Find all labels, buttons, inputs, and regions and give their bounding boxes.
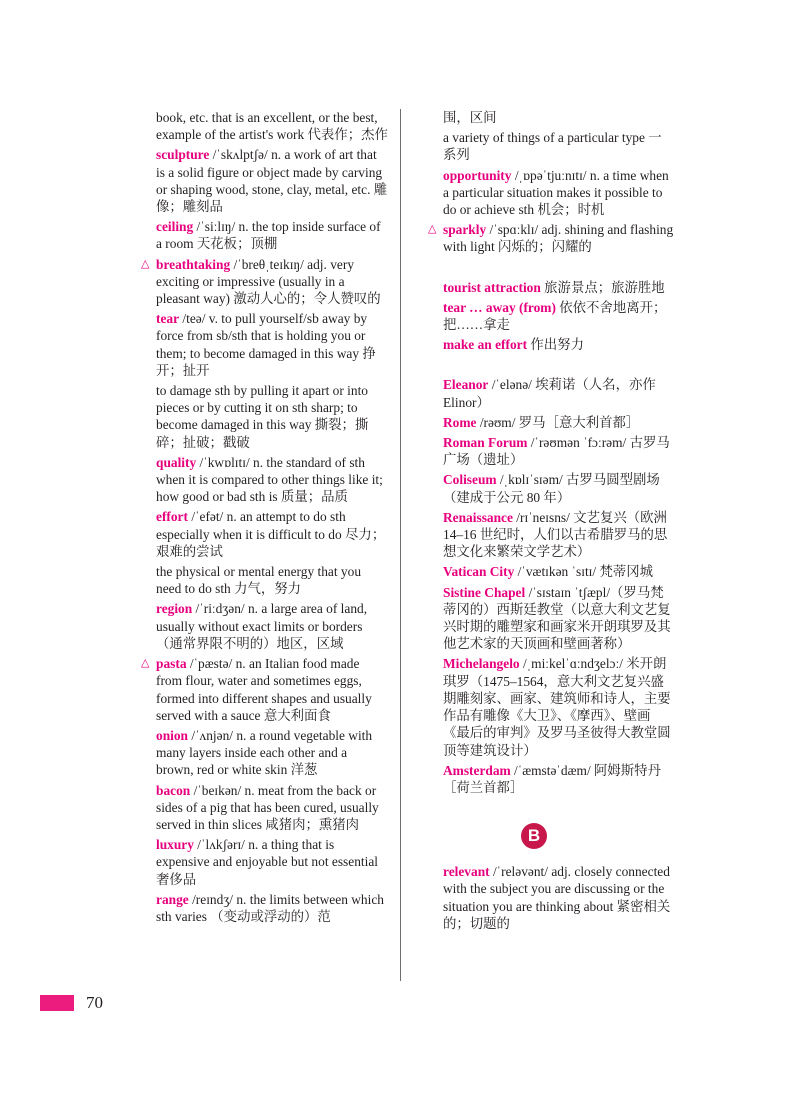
definition-text: /ˈpæstə/ n. an Italian food made from flour, water and sometimes eggs, formed into different shapes and usually served with a sauce 意大利面食 [156, 656, 372, 723]
glossary-entry [443, 167, 675, 219]
definition-text: /reɪndʒ/ n. the limits between which sth varies （变动或浮动的）范 [156, 891, 384, 924]
glossary-entry [156, 727, 388, 779]
definition-text: book, etc. that is an excellent, or the best, example of the artist's work 代表作；杰作 [156, 110, 388, 143]
definition-text: 旅游景点；旅游胜地 [540, 279, 665, 295]
definition-text: 作出努力 [527, 337, 584, 353]
definition-text: 依依不舍地离开；把……拿走 [443, 299, 667, 333]
headword: Amsterdam [443, 762, 511, 778]
definition-text: the physical or mental energy that you need to do sth 力气，努力 [156, 564, 362, 597]
headword: Michelangelo [443, 656, 520, 672]
definition-text: /ˈbreθˌteɪkɪŋ/ adj. very exciting or impressive (usually in a pleasant way) 激动人心的；令人赞叹的 [156, 256, 381, 307]
glossary-entry [443, 471, 675, 505]
glossary-entry [156, 382, 388, 451]
headword: Eleanor [443, 377, 489, 393]
glossary-entry [443, 129, 675, 163]
definition-text: /ˈrəʊmən ˈfɔːrəm/ 古罗马广场（遗址） [443, 435, 670, 468]
glossary-entry [443, 434, 675, 468]
glossary-entry [443, 655, 675, 758]
headword: ceiling [156, 219, 194, 235]
definition-text: /ˈsiːlɪŋ/ n. the top inside surface of a room 天花板；顶棚 [156, 219, 381, 252]
glossary-entry [443, 109, 675, 126]
definition-text: to damage sth by pulling it apart or into pieces or by cutting it on sth sharp; to become damaged in this way 撕裂；撕碎；扯破；戳破 [156, 383, 369, 450]
definition-text: /ˌɒpəˈtjuːnɪtɪ/ n. a time when a particular situation makes it possible to do or achieve sth 机会；时机 [443, 167, 669, 218]
definition-text: /ˈspɑːklɪ/ adj. shining and flashing with light 闪烁的；闪耀的 [443, 222, 674, 255]
definition-text: /ˈʌnjən/ n. a round vegetable with many layers inside each other and a brown, red or white skin 洋葱 [156, 727, 373, 778]
headword: Coliseum [443, 472, 497, 488]
headword: tear [156, 311, 180, 327]
glossary-entry [156, 310, 388, 379]
column-divider [400, 109, 401, 981]
headword: relevant [443, 864, 490, 880]
right-column [428, 109, 675, 935]
spacer [443, 259, 675, 279]
glossary-entry [443, 376, 675, 410]
section-badge-row [443, 799, 675, 863]
triangle-marker-icon: △ [141, 657, 150, 670]
right-group-1 [428, 109, 675, 256]
right-group-2 [443, 279, 675, 354]
headword: pasta [156, 656, 187, 672]
headword: make an effort [443, 337, 528, 353]
page-number-bar [40, 995, 74, 1011]
headword: bacon [156, 782, 191, 798]
left-column [141, 109, 388, 928]
definition-text: /teə/ v. to pull yourself/sb away by force from sb/sth that is holding you or them; to become damaged in this way 挣开；扯开 [156, 311, 376, 378]
glossary-entry [141, 655, 388, 724]
definition-text: a variety of things of a particular type 一系列 [443, 130, 662, 163]
definition-text: /ˌmiːkelˈɑːndʒelɔː/ 米开朗琪罗（1475–1564，意大利文艺复兴盛期雕刻家、画家、建筑师和诗人，主要作品有雕像《大卫》、《摩西》、壁画《最后的审判》及罗马圣彼得大教堂圆顶等建筑设计） [443, 656, 671, 758]
headword: Sistine Chapel [443, 584, 526, 600]
glossary-entry [156, 563, 388, 597]
page-number: 70 [86, 993, 103, 1012]
definition-text: /ˈriːdʒən/ n. a large area of land, usually without exact limits or borders （通常界限不明的）地区，区域 [156, 601, 368, 651]
headword: tear … away (from) [443, 299, 556, 315]
glossary-entry [443, 279, 675, 296]
definition-text: /rəʊm/ 罗马［意大利首都］ [476, 414, 640, 430]
headword: Roman Forum [443, 435, 528, 451]
headword: tourist attraction [443, 279, 541, 295]
glossary-entry [156, 218, 388, 252]
section-badge: B [521, 823, 547, 849]
definition-text: /ˈelənə/ 埃莉诺（人名，亦作 Elinor） [443, 377, 656, 410]
headword: sparkly [443, 222, 487, 238]
headword: luxury [156, 837, 194, 853]
glossary-entry [156, 600, 388, 652]
glossary-entry [141, 256, 388, 308]
glossary-entry [443, 509, 675, 561]
glossary-entry [443, 584, 675, 653]
headword: onion [156, 727, 189, 743]
definition-text: /ˈlʌkʃərɪ/ n. a thing that is expensive and enjoyable but not essential 奢侈品 [156, 837, 378, 887]
definition-text: /ˈskʌlptʃə/ n. a work of art that is a solid figure or object made by carving or shaping wood, stone, clay, metal, etc. 雕像；雕刻品 [156, 147, 388, 215]
definition-text: /ˈsɪstaɪn ˈtʃæpl/（罗马梵蒂冈的）西斯廷教堂（以意大利文艺复兴时期的雕塑家和画家米开朗琪罗及其他艺术家的天顶画和壁画著称） [443, 584, 671, 652]
definition-text: /ˈkwɒlɪtɪ/ n. the standard of sth when it is compared to other things like it; how good or bad sth is 质量；品质 [156, 454, 383, 505]
definition-text: 围，区间 [443, 110, 497, 125]
right-group-3 [443, 376, 675, 796]
headword: region [156, 601, 193, 617]
triangle-marker-icon: △ [141, 257, 150, 270]
headword: quality [156, 454, 197, 470]
headword: Vatican City [443, 564, 515, 580]
glossary-entry [156, 508, 388, 560]
glossary-entry [443, 336, 675, 353]
definition-text: /ˈbeɪkən/ n. meat from the back or sides of a pig that has been cured, usually served in thin slices 咸猪肉；熏猪肉 [156, 782, 379, 832]
definition-text: /ˈvætɪkən ˈsɪtɪ/ 梵蒂冈城 [514, 564, 654, 580]
glossary-entry [428, 221, 675, 255]
spacer [443, 356, 675, 376]
glossary-entry [156, 146, 388, 215]
definition-text: /ˈreləvənt/ adj. closely connected with the subject you are discussing or the situation you are thinking about 紧密相关的；切题的 [443, 864, 671, 931]
headword: range [156, 891, 189, 907]
glossary-entry [443, 414, 675, 431]
glossary-entry [156, 782, 388, 834]
headword: sculpture [156, 147, 210, 163]
headword: breathtaking [156, 256, 231, 272]
triangle-marker-icon: △ [428, 223, 437, 236]
definition-text: /ˈæmstəˈdæm/ 阿姆斯特丹［荷兰首都］ [443, 762, 661, 795]
glossary-entry [443, 762, 675, 796]
glossary-entry [156, 454, 388, 506]
definition-text: /rɪˈneɪsns/ 文艺复兴（欧洲 14–16 世纪时，人们以古希腊罗马的思想文化来繁荣文学艺术） [443, 509, 668, 560]
definition-text: /ˈefət/ n. an attempt to do sth especially when it is difficult to do 尽力；艰难的尝试 [156, 509, 386, 559]
glossary-entry [443, 563, 675, 580]
glossary-entry [156, 891, 388, 925]
glossary-entry [443, 299, 675, 333]
glossary-entry [443, 863, 675, 932]
glossary-entry [156, 109, 388, 143]
headword: Renaissance [443, 509, 513, 525]
headword: effort [156, 509, 188, 525]
glossary-entry [156, 836, 388, 888]
definition-text: /ˌkɒlɪˈsɪəm/ 古罗马圆型剧场（建成于公元 80 年） [443, 472, 660, 505]
headword: Rome [443, 414, 477, 430]
right-group-4 [443, 863, 675, 932]
headword: opportunity [443, 167, 512, 183]
